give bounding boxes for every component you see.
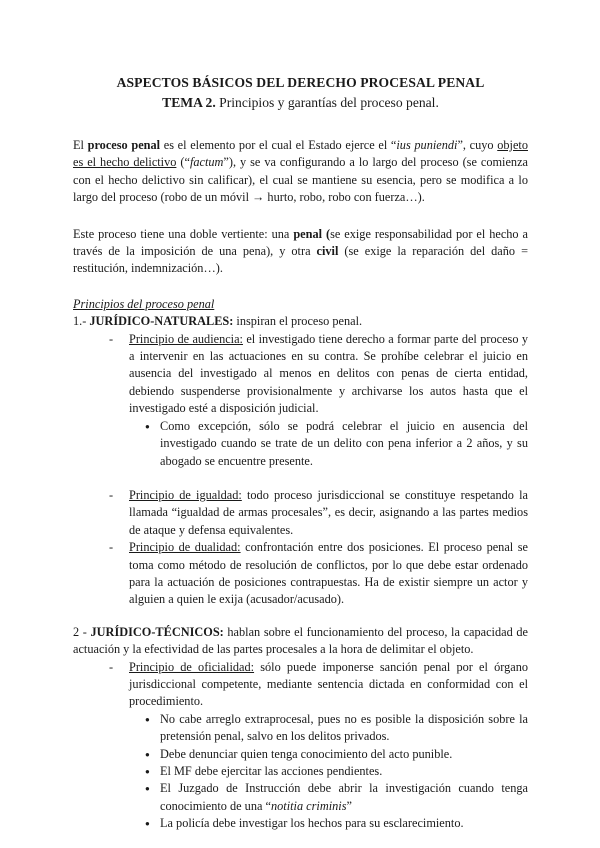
intro-paragraph-2: Este proceso tiene una doble vertiente: una penal (se exige responsabilidad por el hecho a través de la imposición de una pena), y otra civil (se exige la reparación del daño = restitución, indemnización…). (73, 226, 528, 276)
principle-label: Principio de dualidad: (129, 540, 241, 555)
bullet-item: ● No cabe arreglo extraprocesal, pues no es posible la disposición sobre la pretensión penal, salvo en los delitos privados. (145, 711, 528, 746)
group-1-list (73, 331, 528, 609)
oficialidad-bullets (129, 711, 528, 833)
bullet-item: ● El MF debe ejercitar las acciones pendientes. (145, 763, 528, 780)
term-penal: penal ( (293, 226, 331, 241)
group-1-title: JURÍDICO-NATURALES: (89, 314, 234, 329)
bullet-item: ● Debe denunciar quien tenga conocimiento del acto punible. (145, 746, 528, 763)
bullet-item: ● La policía debe investigar los hechos para su esclarecimiento. (145, 815, 528, 832)
section-title: Principios del proceso penal (73, 296, 215, 311)
list-item-igualdad: - Principio de igualdad: todo proceso jurisdiccional se constituye respetando la llamada “igualdad de armas procesales”, es decir, asignando a las partes medios de ataque y defensa equivalentes. (109, 487, 528, 539)
bullet-item: ● El Juzgado de Instrucción debe abrir la investigación cuando tenga conocimiento de una “notitia criminis” (145, 780, 528, 815)
document-title: ASPECTOS BÁSICOS DEL DERECHO PROCESAL PENAL (116, 75, 485, 90)
term-objeto: objeto es el hecho delictivo (73, 138, 528, 170)
group-2-list (73, 659, 528, 833)
list-item-oficialidad: - Principio de oficialidad: sólo puede imponerse sanción penal por el órgano jurisdiccional competente, mediante sentencia dictada en conformidad con el procedimiento. ● No cabe arreglo extraprocesal, pues no es posible la disposición sobre la pretensión penal, salvo en los delitos privados. ● Debe denunciar quien tenga conocimiento del acto punible. ● El MF debe ejercitar las acciones pendientes. ● El Juzgado de Instrucción debe abrir la investigación cuando tenga conocimiento de una “notitia criminis” ● La policía debe investigar los hechos para su esclarecimiento. (109, 659, 528, 833)
list-item-audiencia: - Principio de audiencia: el investigado tiene derecho a formar parte del proceso y a intervenir en las actuaciones en su contra. Se prohíbe celebrar el juicio en ausencia del investigado al menos en delitos con penas de cierta entidad, debiendo suspenderse provisionalmente y archivarse los autos hasta que el investigado esté a disposición judicial. ● Como excepción, sólo se podrá celebrar el juicio en ausencia del investigado cuando se trate de un delito con pena inferior a 2 años, y su abogado se encuentre presente. (109, 331, 528, 470)
term-notitia-criminis: notitia criminis (270, 798, 347, 813)
principle-label: Principio de audiencia: (129, 331, 243, 346)
audiencia-bullets (129, 418, 528, 470)
term-proceso-penal: proceso penal (87, 138, 161, 152)
term-factum: factum (189, 155, 224, 170)
term-civil: civil (316, 244, 339, 259)
principle-label: Principio de oficialidad: (129, 659, 255, 674)
group-2-title: JURÍDICO-TÉCNICOS: (90, 624, 224, 639)
principle-label: Principio de igualdad: (129, 487, 242, 502)
group-2-heading: 2 - JURÍDICO-TÉCNICOS: hablan sobre el funcionamiento del proceso, la capacidad de actuación y la efectividad de las partes procesales a la hora de delimitar el objeto. (73, 624, 528, 657)
bullet-item: ● Como excepción, sólo se podrá celebrar el juicio en ausencia del investigado cuando se trate de un delito con pena inferior a 2 años, y su abogado se encuentre presente. (145, 418, 528, 470)
intro-paragraph-1: El proceso penal es el elemento por el cual el Estado ejerce el “ius puniendi”, cuyo objeto es el hecho delictivo (“factum”), y se va configurando a lo largo del proceso (se comienza con el hecho delictivo sin calificar), el cual se mantiene su esencia, pero se modifica a lo largo del proceso (robo de un móvil → hurto, robo, robo con fuerza…). (73, 138, 528, 205)
document-subtitle (73, 93, 528, 113)
term-ius-puniendi: ius puniendi (396, 138, 458, 152)
tema-subtitle: Principios y garantías del proceso penal. (219, 95, 439, 110)
group-1-heading: 1.- JURÍDICO-NATURALES: inspiran el proceso penal. (73, 314, 363, 329)
list-item-dualidad: - Principio de dualidad: confrontación entre dos posiciones. El proceso penal se toma como método de resolución de conflictos, por lo que debe estar ordenado para la actuación de posiciones contrapuestas. Ha de existir siempre un actor y alguien a quien le exija (acusador/acusado). (109, 539, 528, 609)
tema-label: TEMA 2. (162, 95, 216, 110)
